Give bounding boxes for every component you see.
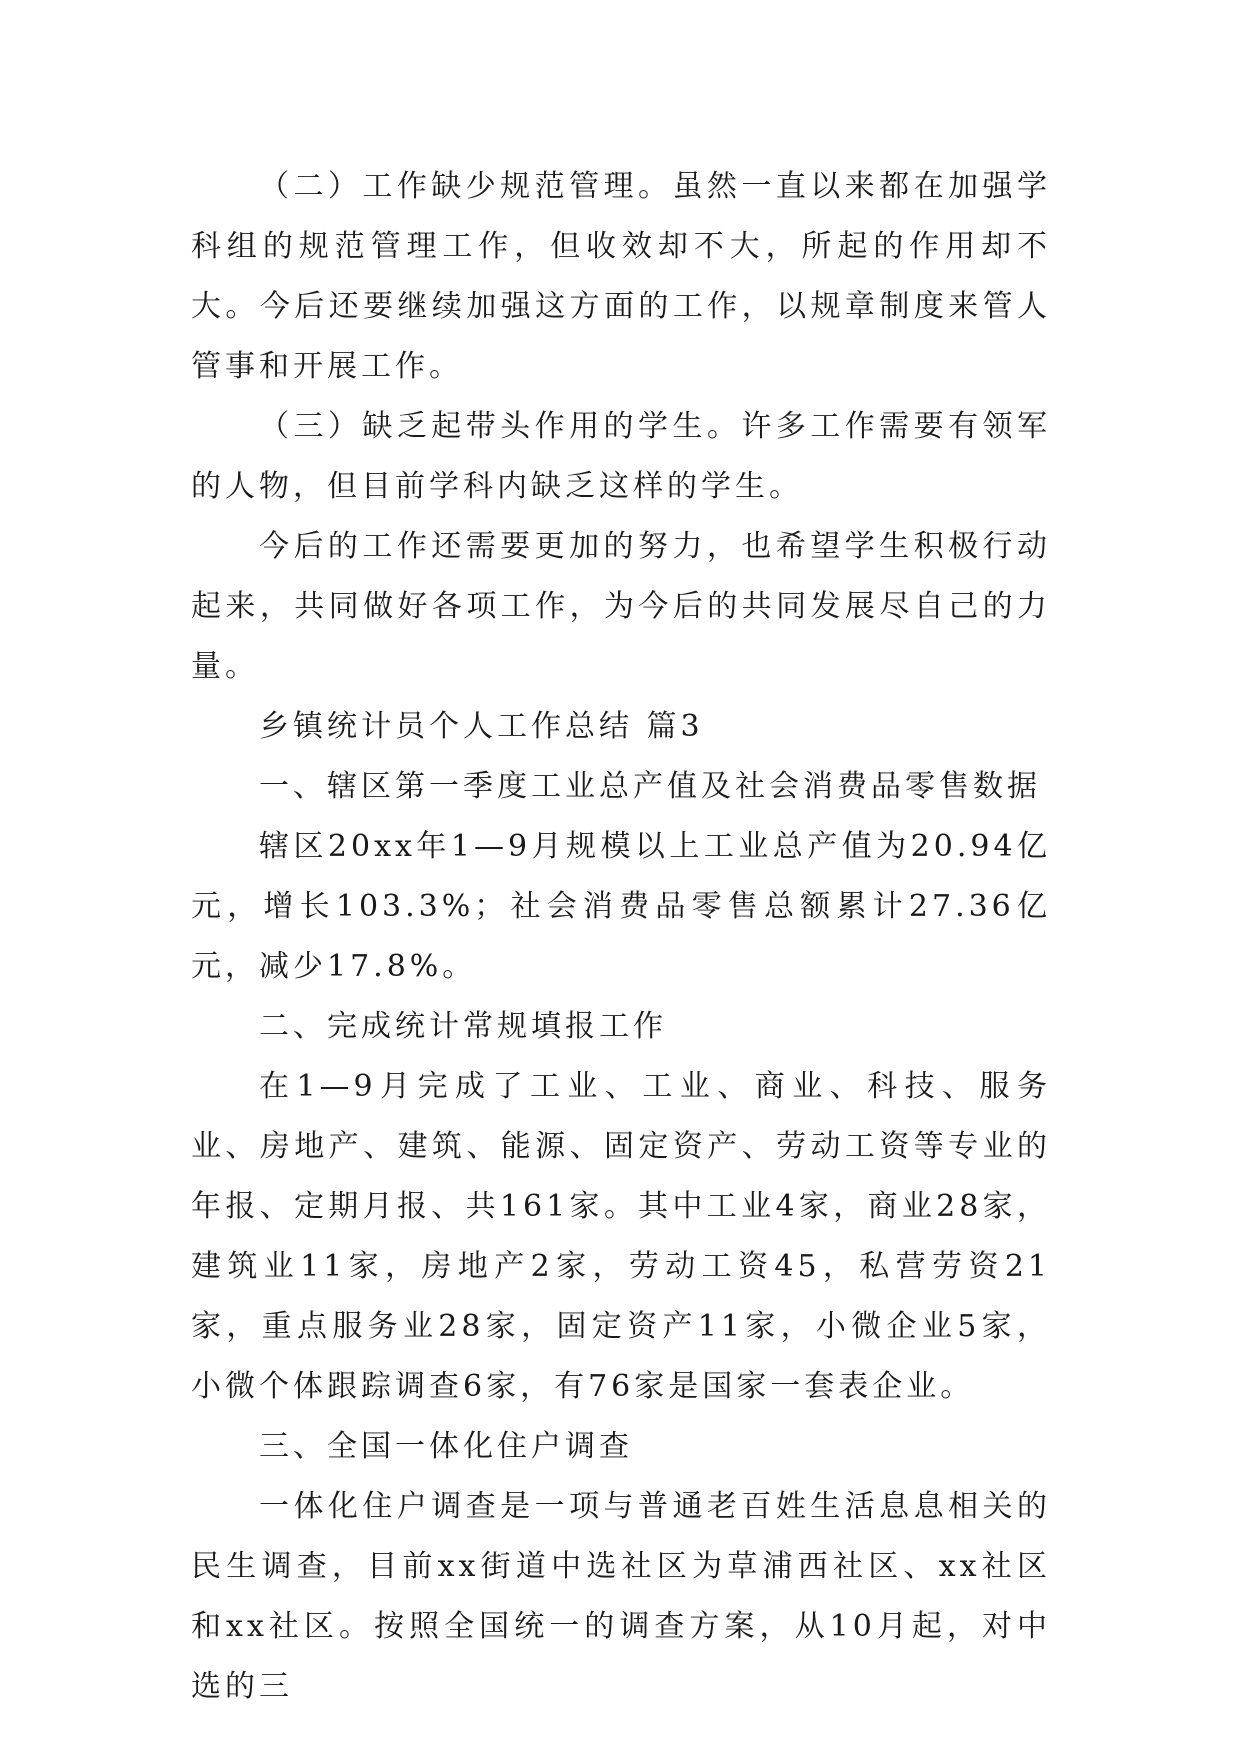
document-body (191, 157, 1051, 1717)
heading-industrial-output: 一、辖区第一季度工业总产值及社会消费品零售数据 (259, 769, 1041, 804)
paragraph-shortcoming-management: （二）工作缺少规范管理。虽然一直以来都在加强学科组的规范管理工作，但收效却不大，所起的作用却不大。今后还要继续加强这方面的工作，以规章制度来管人管事和开展工作。 (191, 169, 1051, 384)
paragraph-industrial-output: 辖区20xx年1—9月规模以上工业总产值为20.94亿元，增长103.3%；社会消费品零售总额累计27.36亿元，减少17.8%。 (191, 829, 1051, 984)
paragraph-future-effort: 今后的工作还需要更加的努力，也希望学生积极行动起来，共同做好各项工作，为今后的共同发展尽自己的力量。 (191, 529, 1051, 684)
paragraph-shortcoming-students: （三）缺乏起带头作用的学生。许多工作需要有领军的人物，但目前学科内缺乏这样的学生。 (191, 409, 1051, 504)
heading-household-survey: 三、全国一体化住户调查 (259, 1429, 633, 1464)
heading-routine-reporting: 二、完成统计常规填报工作 (259, 1009, 667, 1044)
paragraph-household-survey: 一体化住户调查是一项与普通老百姓生活息息相关的民生调查，目前xx街道中选社区为草浦西社区、xx社区和xx社区。按照全国统一的调查方案，从10月起，对中选的三 (191, 1489, 1051, 1704)
section-title: 乡镇统计员个人工作总结 篇3 (259, 709, 704, 744)
paragraph-routine-reporting: 在1—9月完成了工业、工业、商业、科技、服务业、房地产、建筑、能源、固定资产、劳动工资等专业的年报、定期月报、共161家。其中工业4家，商业28家，建筑业11家，房地产2家，劳动工资45，私营劳资21家，重点服务业28家，固定资产11家，小微企业5家，小微个体跟踪调查6家，有76家是国家一套表企业。 (191, 1069, 1051, 1404)
